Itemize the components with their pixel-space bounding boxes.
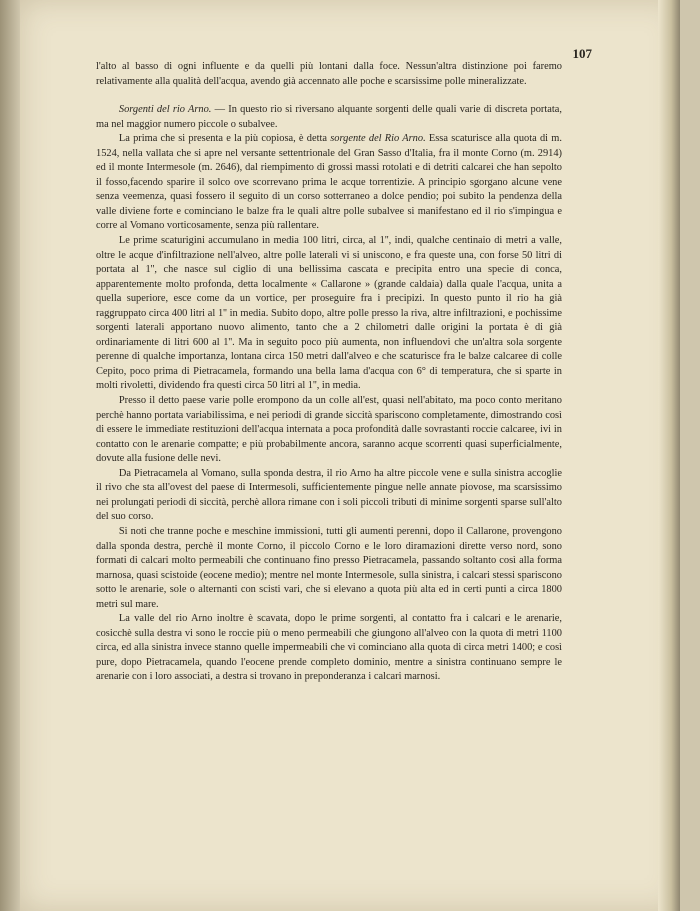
paragraph-section-heading xyxy=(96,103,562,132)
text-segment: La prima che si presenta e la più copiosa, è detta xyxy=(118,133,331,145)
text-segment: Presso il detto paese varie polle erompono da un colle all'est, quasi nell'abitato, ma poco conto meritano perchè hanno portata variabilissima, e nei periodi di grande siccità spariscono completamente, dimostrando così di essere le immediate restituzioni dell'acqua internata a poca profondità dalle sovrastanti roccie calcaree, ivi in contatto con le arenarie compatte; e più probabilmente ancora, saranno acque scorrenti quasi superficialmente, dovute alla fusione delle nevi. xyxy=(96,395,562,465)
text-segment: La valle del rio Arno inoltre è scavata, dopo le prime sorgenti, al contatto fra i calcari e le arenarie, cosicchè sulla destra vi sono le roccie più o meno permeabili che giungono all'alveo con la quota di metri 1100 circa, ed alla sinistra invece stanno quelle impermeabili che vi cominciano alla quota di circa metri 1400; e così pure, dopo Pietracamela, quando l'eocene prende completo dominio, mentre a sinistra continuano sempre le arenarie con i loro associati, a destra si trovano in preponderanza i calcari marnosi. xyxy=(96,613,562,683)
paragraph xyxy=(96,234,562,394)
paragraph xyxy=(96,612,562,685)
text-segment: Da Pietracamela al Vomano, sulla sponda destra, il rio Arno ha altre piccole vene e sulla sinistra accoglie il rivo che sta all'ovest del paese di Intermesoli, sufficientemente pingue nelle annate piovose, ma scarsissimo nei prolungati periodi di siccità, perchè allora rimane con i soli piccoli tributi di minime sorgenti sparse sull'alto del suo corso. xyxy=(96,467,562,523)
paragraph xyxy=(96,525,562,612)
paragraph xyxy=(96,394,562,467)
section-heading: Sorgenti del rio Arno. xyxy=(118,104,212,116)
page-gutter-left xyxy=(0,0,20,911)
paragraph xyxy=(96,132,562,234)
text-segment: Essa scaturisce alla quota di m. 1524, nella vallata che si apre nel versante settentrionale del Gran Sasso d'Italia, fra il monte Corno (m. 2914) ed il monte Intermesole (m. 2646), dal riempimento di grossi massi rotolati e di detriti calcarei che han sepolto il fosso,facendo sparire il solco ove scorrevano prima le acque torrentizie. A principio sgorgano alcune vene senza veemenza, quasi fossero il seguito di un corso sotterraneo a dolce pendio; poi subito la pendenza della valle diviene forte e cominciano le balze fra le quali altre polle subalvee si manifestano ed il rio s'impingua e corre al Vomano vorticosamente, senza più rallentare. xyxy=(96,133,562,232)
page-number: 107 xyxy=(572,46,592,61)
text-segment: Si noti che tranne poche e meschine immissioni, tutti gli aumenti perenni, dopo il Callarone, provengono dalla sponda destra, perchè il monte Corno, il piccolo Corno e le loro diramazioni dirette verso nord, sono formati di calcari molto permeabili che continuano fino presso Pietracamela, passando soltanto così alla forma marnosa, quasi scistoide (eocene medio); mentre nel monte Intermesole, sulla sinistra, i calcari stessi spariscono sotto le arenarie, sole o alternanti con scisti vari, che si elevano a quota più alta ed in certi punti a circa 1800 metri sul mare. xyxy=(96,525,562,610)
text-segment: — In questo rio si riversano alquante sorgenti delle quali varie di discreta portata, ma nel maggior numero piccole o subalvee. xyxy=(96,104,562,130)
paragraph xyxy=(96,467,562,525)
italic-term: sorgente del Rio Arno. xyxy=(330,133,426,145)
page-binding-shadow xyxy=(658,0,680,911)
paragraph-continuation xyxy=(96,60,562,89)
text-segment: Le prime scaturigini accumulano in media 100 litri, circa, al 1'', indi, qualche centinaio di metri a valle, oltre le acque d'infiltrazione nell'alveo, altre polle laterali vi si uniscono, e fra queste una, con forse 50 litri di portata al 1'', che nasce sul ciglio di una bellissima cascata e precipita entro una specie di conca, apparentemente molto profonda, detta localmente « Callarone » (grande caldaia) dalla quale l'acqua, unita a quella superiore, esce come da un vortice, per proseguire fra i precipizi. In questo punto il rio ha già raggruppato circa 400 litri al 1'' in media. Subito dopo, altre polle presso la riva, altre infiltrazioni, e pochissime sorgenti laterali apportano nuovo alimento, tanto che a 2 chilometri dalle origini la portata è di già ordinariamente di litri 600 al 1''. Ma in seguito poco più aumenta, non influendovi che un'altra sola sorgente perenne di qualche importanza, lontana circa 150 metri dall'alveo e che scaturisce fra le balze calcaree di colle Cepito, poco prima di Pietracamela, formando una bella lama d'acqua con 6° di temperatura, che si sparte in molti rivoletti, dividendo fra questi circa 50 litri al 1'', in media. xyxy=(96,235,562,392)
body-text xyxy=(96,60,562,685)
text-segment: l'alto al basso di ogni influente e da quelli più lontani dalla foce. Nessun'altra distinzione poi faremo relativamente alla qualità dell'acqua, avendo già accennato alle poche e scarsissime polle mineralizzate. xyxy=(96,61,562,87)
